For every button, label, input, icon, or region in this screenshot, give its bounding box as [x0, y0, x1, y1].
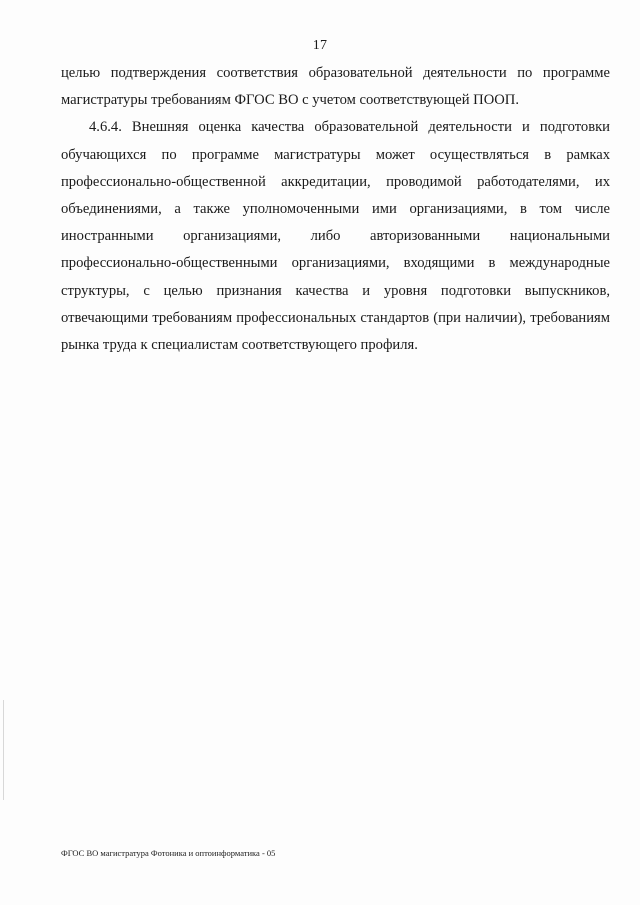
paragraph-4-6-4: 4.6.4. Внешняя оценка качества образовательной деятельности и подготовки обучающихся по программе магистратуры может осуществляться в рамках профессионально-общественной аккредитации, проводимой работодателями, их объединениями, а также уполномоченными ими организациями, в том числе иностранными организациями, либо авторизованными национальными профессионально-общественными организациями, входящими в международные структуры, с целью признания качества и уровня подготовки выпускников, отвечающими требованиям профессиональных стандартов (при наличии), требованиям рынка труда к специалистам соответствующего профиля. [61, 119, 610, 354]
paragraph-continued: целью подтверждения соответствия образовательной деятельности по программе магистратуры требованиям ФГОС ВО с учетом соответствующей ПООП. [61, 65, 610, 109]
page-number: 17 [312, 38, 328, 53]
scan-edge-line [3, 700, 4, 800]
document-footer: ФГОС ВО магистратура Фотоника и оптоинформатика - 05 [61, 848, 276, 858]
document-body [61, 60, 610, 359]
